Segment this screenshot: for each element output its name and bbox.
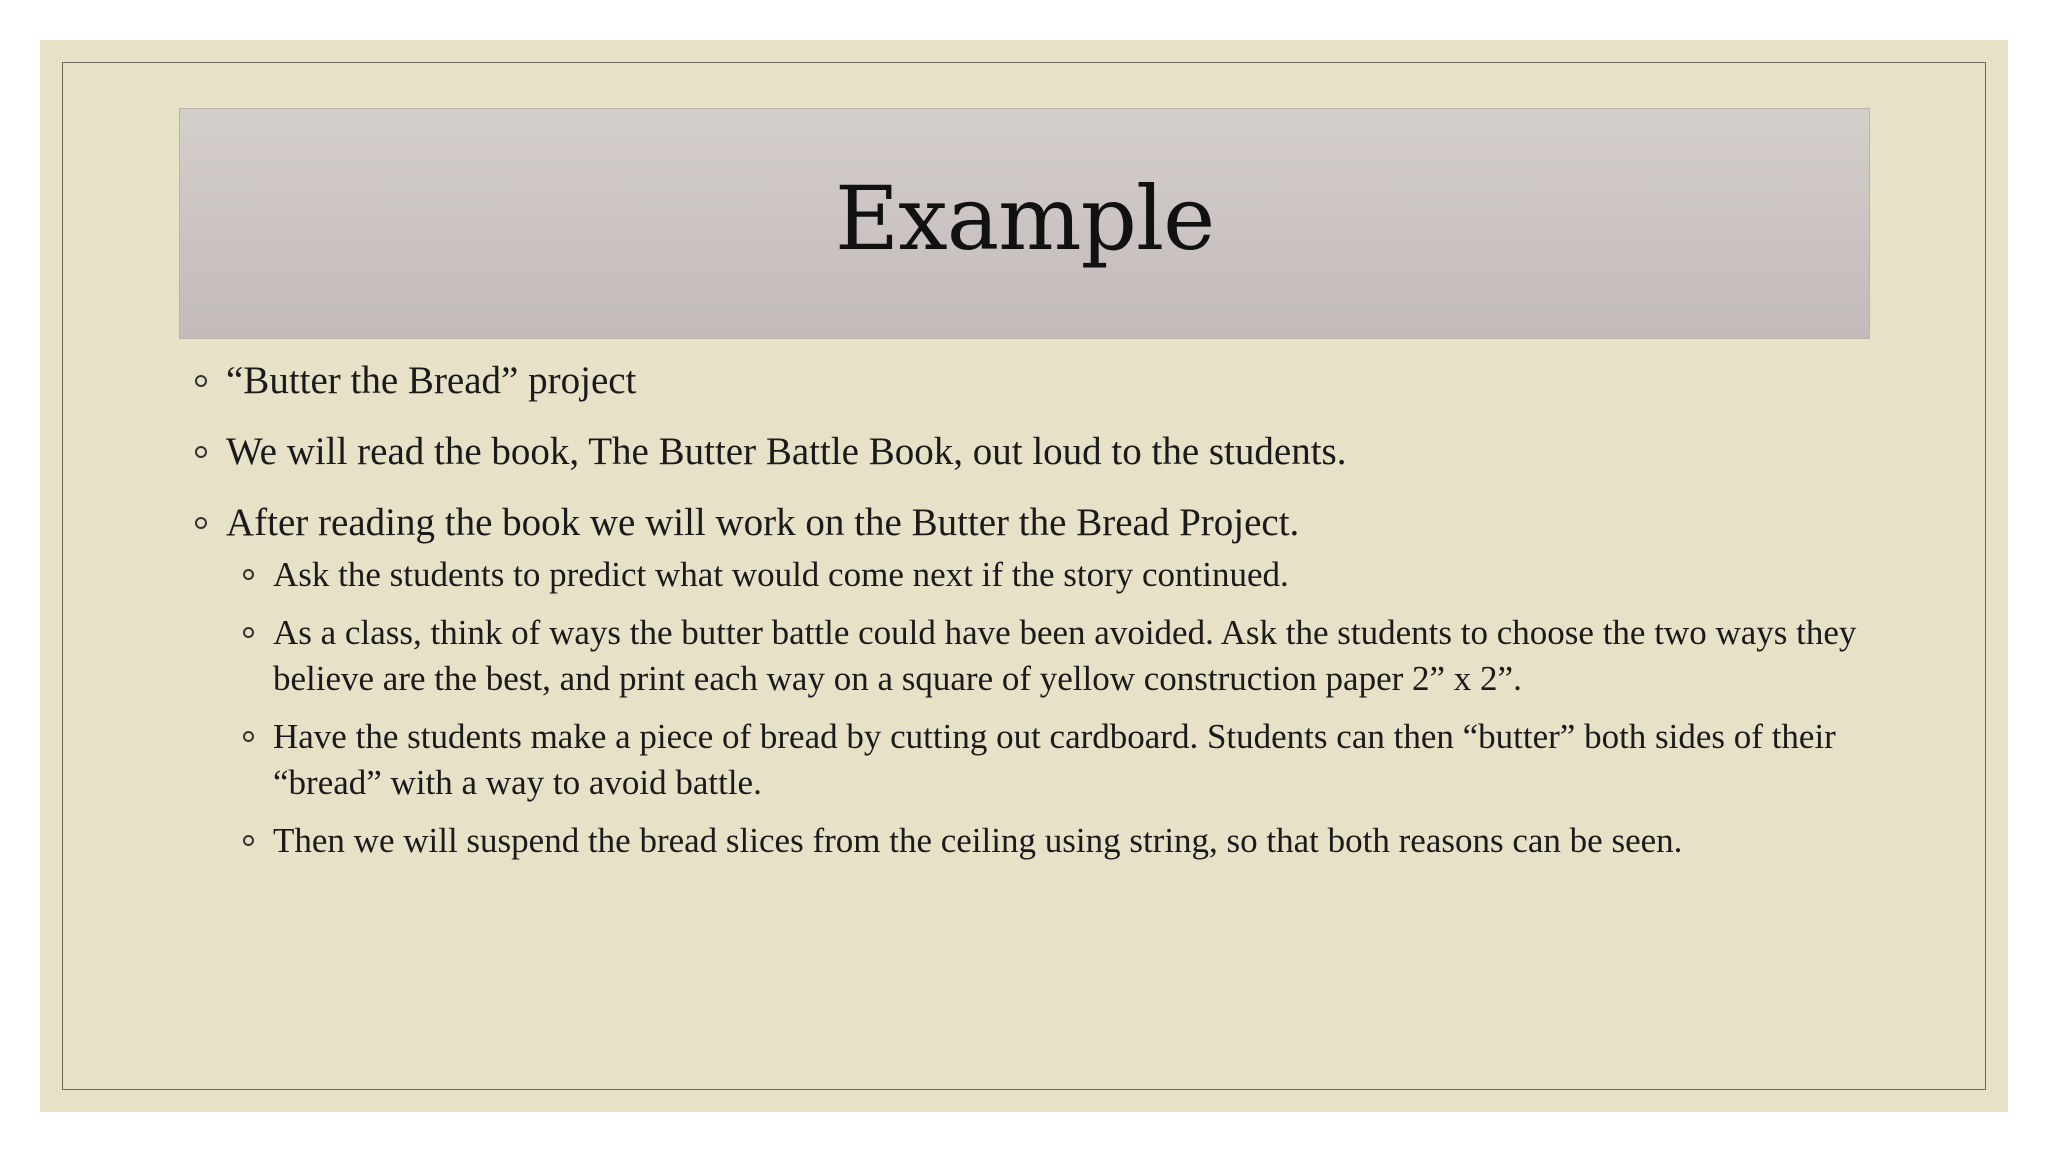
- hollow-circle-bullet-icon: [243, 731, 254, 742]
- bullet-text: “Butter the Bread” project: [226, 359, 637, 402]
- slide-title: Example: [834, 167, 1215, 270]
- sub-bullet-item: [191, 610, 1891, 702]
- bullet-text: After reading the book we will work on the Butter the Bread Project.: [226, 501, 1300, 544]
- bullet-text: We will read the book, The Butter Battle Book, out loud to the students.: [226, 430, 1347, 473]
- hollow-circle-bullet-icon: [243, 569, 254, 580]
- hollow-circle-bullet-icon: [195, 517, 207, 529]
- sub-bullet-text: As a class, think of ways the butter battle could have been avoided. Ask the students to choose the two ways they believe are the best, and print each way on a square of yellow construction paper 2” x 2”.: [273, 613, 1857, 698]
- sub-bullet-text: Ask the students to predict what would come next if the story continued.: [273, 555, 1289, 594]
- hollow-circle-bullet-icon: [243, 835, 254, 846]
- slide: [40, 40, 2008, 1112]
- hollow-circle-bullet-icon: [243, 627, 254, 638]
- slide-content: [191, 358, 1891, 876]
- sub-bullet-list: [191, 552, 1891, 864]
- sub-bullet-item: [191, 818, 1891, 864]
- bullet-item: [191, 358, 1891, 404]
- hollow-circle-bullet-icon: [195, 375, 207, 387]
- bullet-item: [191, 500, 1891, 546]
- sub-bullet-item: [191, 714, 1891, 806]
- bullet-item: [191, 429, 1891, 475]
- title-band: [179, 108, 1870, 339]
- sub-bullet-text: Then we will suspend the bread slices from the ceiling using string, so that both reasons can be seen.: [273, 821, 1683, 860]
- hollow-circle-bullet-icon: [195, 446, 207, 458]
- sub-bullet-text: Have the students make a piece of bread by cutting out cardboard. Students can then “butter” both sides of their “bread” with a way to avoid battle.: [273, 717, 1836, 802]
- sub-bullet-item: [191, 552, 1891, 598]
